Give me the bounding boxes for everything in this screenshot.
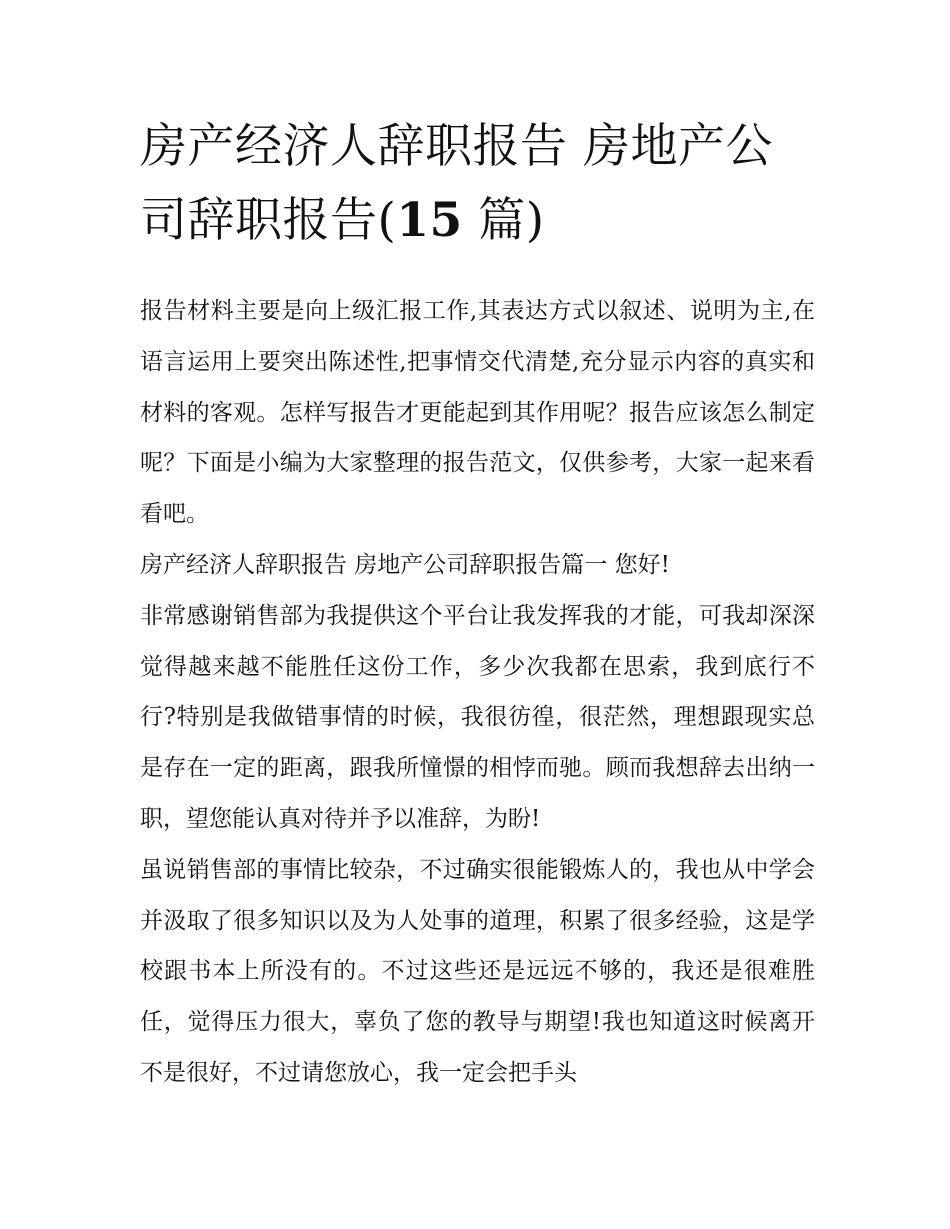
intro-paragraph: 报告材料主要是向上级汇报工作,其表达方式以叙述、说明为主,在语言运用上要突出陈述性,把事情交代清楚,充分显示内容的真实和材料的客观。怎样写报告才更能起到其作用呢？报告应该怎么制定呢？下面是小编为大家整理的报告范文，仅供参考，大家一起来看看吧。 [140,298,815,528]
title-suffix: 篇) [462,193,545,248]
document-content [140,110,815,1099]
body-paragraph: 非常感谢销售部为我提供这个平台让我发挥我的才能，可我却深深觉得越来越不能胜任这份工作，多少次我都在思索，我到底行不行?特别是我做错事情的时候，我很彷徨，很茫然，理想跟现实总是存在一定的距离，跟我所憧憬的相悖而驰。顾而我想辞去出纳一职，望您能认真对待并予以准辞，为盼! [140,602,815,832]
body-paragraph: 虽说销售部的事情比较杂，不过确实很能锻炼人的，我也从中学会并汲取了很多知识以及为人处事的道理，积累了很多经验，这是学校跟书本上所没有的。不过这些还是远远不够的，我还是很难胜任，觉得压力很大，辜负了您的教导与期望!我也知道这时候离开不是很好，不过请您放心，我一定会把手头 [140,856,815,1086]
document-title [140,110,815,258]
section-heading-paragraph: 房产经济人辞职报告 房地产公司辞职报告篇一 您好! [140,551,670,578]
title-text: 房产经济人辞职报告 房地产公司辞职报告( [140,119,773,248]
title-count: 15 [396,193,463,248]
